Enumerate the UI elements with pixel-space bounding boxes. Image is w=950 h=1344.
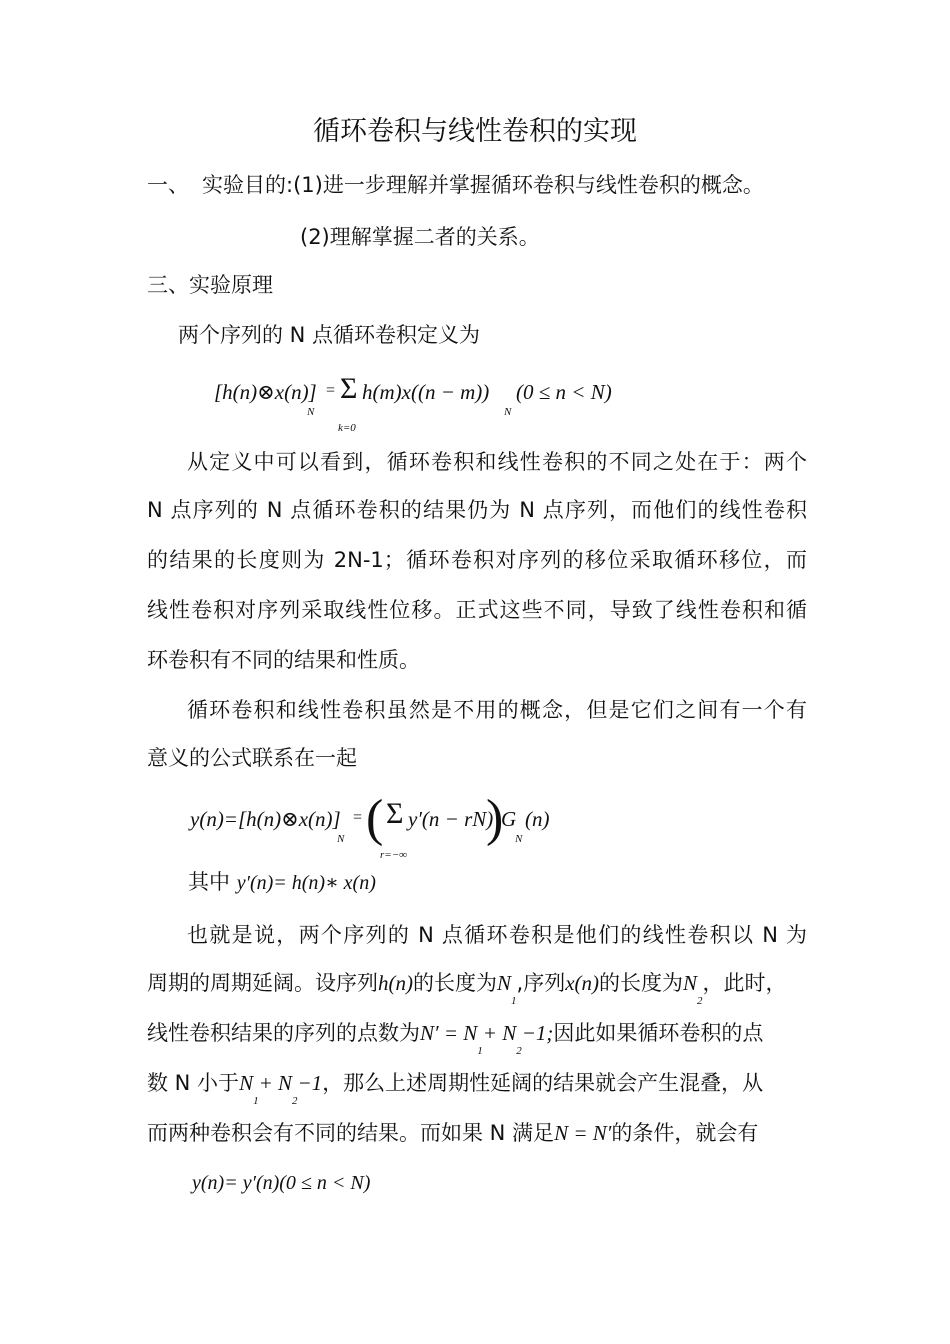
paragraph-3-line-4: 数 N 小于$N_1+ N_2-1$，那么上述周期性延阔的结果就会产生混叠，从 — [147, 1071, 764, 1107]
paragraph-1-line-2: N 点序列的 N 点循环卷积的结果仍为 N 点序列，而他们的线性卷积 — [147, 498, 807, 522]
relation-formula: y(n)=[h(n)⊗x(n)] N = ( Σ r=−∞ y′(n − rN) ) G N (n) — [190, 790, 550, 861]
where-expression: y′(n)= h(n)∗ x(n) — [236, 872, 376, 894]
formula1-lhs: [h(n)⊗x(n)] — [214, 380, 317, 404]
section-1-line — [202, 170, 764, 200]
formula2-g: G — [501, 807, 517, 831]
formula2-body: y′(n − rN) — [408, 807, 494, 831]
paragraph-2-line-1: 循环卷积和线性卷积虽然是不用的概念，但是它们之间有一个有 — [187, 698, 807, 722]
formula2-lhs-sub: N — [337, 833, 345, 845]
formula2-g-arg: (n) — [525, 807, 550, 831]
inline-h-n: h(n) — [378, 971, 413, 995]
formula2-sum-lower: r=−∞ — [380, 849, 407, 861]
definition-intro: 两个序列的 N 点循环卷积定义为 — [178, 323, 481, 347]
formula1-condition: (0 ≤ n < N) — [516, 380, 612, 404]
formula2-sum-symbol: Σ — [386, 797, 404, 830]
formula1-sum-lower: k=0 — [338, 422, 356, 434]
paragraph-1-line-3: 的结果的长度则为 2N-1；循环卷积对序列的移位采取循环移位，而 — [147, 548, 807, 572]
paragraph-1-line-4: 线性卷积对序列采取线性位移。正式这些不同，导致了线性卷积和循 — [147, 598, 807, 622]
formula1-sum-symbol: Σ — [340, 372, 358, 405]
formula2-lhs: y(n)=[h(n)⊗x(n)] — [190, 807, 341, 831]
paragraph-3-line-1: 也就是说，两个序列的 N 点循环卷积是他们的线性卷积以 N 为 — [187, 923, 807, 947]
inline-nprime-expr: $N' = N_1+ N_2-1$; — [420, 1021, 554, 1057]
section-3-heading: 三、实验原理 — [147, 273, 273, 297]
section-1-number: 一、 — [147, 173, 189, 197]
formula1-lhs-sub: N — [307, 406, 315, 418]
formula1-eq: = — [326, 382, 336, 399]
paragraph-3-line-5: 而两种卷积会有不同的结果。而如果 N 满足N = N′的条件，就会有 — [147, 1121, 759, 1145]
circular-convolution-formula — [214, 372, 634, 432]
section-1-label: 实验目的: — [202, 173, 294, 197]
formula1-body: h(m)x((n − m)) — [362, 380, 490, 404]
where-label: 其中 — [188, 870, 230, 894]
formula1-body-sub: N — [504, 406, 512, 418]
inline-n-eq-nprime: N = N′ — [554, 1121, 612, 1145]
formula2-g-sub: N — [515, 833, 523, 845]
paragraph-2-line-2: 意义的公式联系在一起 — [147, 746, 357, 770]
page-title: 循环卷积与线性卷积的实现 — [313, 116, 637, 147]
inline-x-n: x(n) — [565, 971, 600, 995]
formula2-eq: = — [353, 809, 363, 826]
inline-n1: N — [497, 971, 512, 995]
where-line — [188, 867, 376, 898]
inline-n2: N — [683, 971, 698, 995]
goal-1: (1)进一步理解并掌握循环卷积与线性卷积的概念。 — [293, 173, 764, 197]
goal-2: (2)理解掌握二者的关系。 — [300, 225, 540, 249]
paragraph-1-line-1: 从定义中可以看到，循环卷积和线性卷积的不同之处在于：两个 — [187, 450, 807, 474]
paragraph-3-line-3: 线性卷积结果的序列的点数为$N' = N_1+ N_2-1$;因此如果循环卷积的点 — [147, 1021, 764, 1057]
inline-sum-expr: $N_1+ N_2-1$ — [239, 1071, 323, 1107]
equality-formula: y(n)= y′(n)(0 ≤ n < N) — [192, 1172, 371, 1194]
paragraph-1-line-5: 环卷积有不同的结果和性质。 — [147, 648, 420, 672]
paragraph-3-line-2: 周期的周期延阔。设序列h(n)的长度为$N_1$,序列x(n)的长度为$N_2$，此时， — [147, 971, 787, 1007]
